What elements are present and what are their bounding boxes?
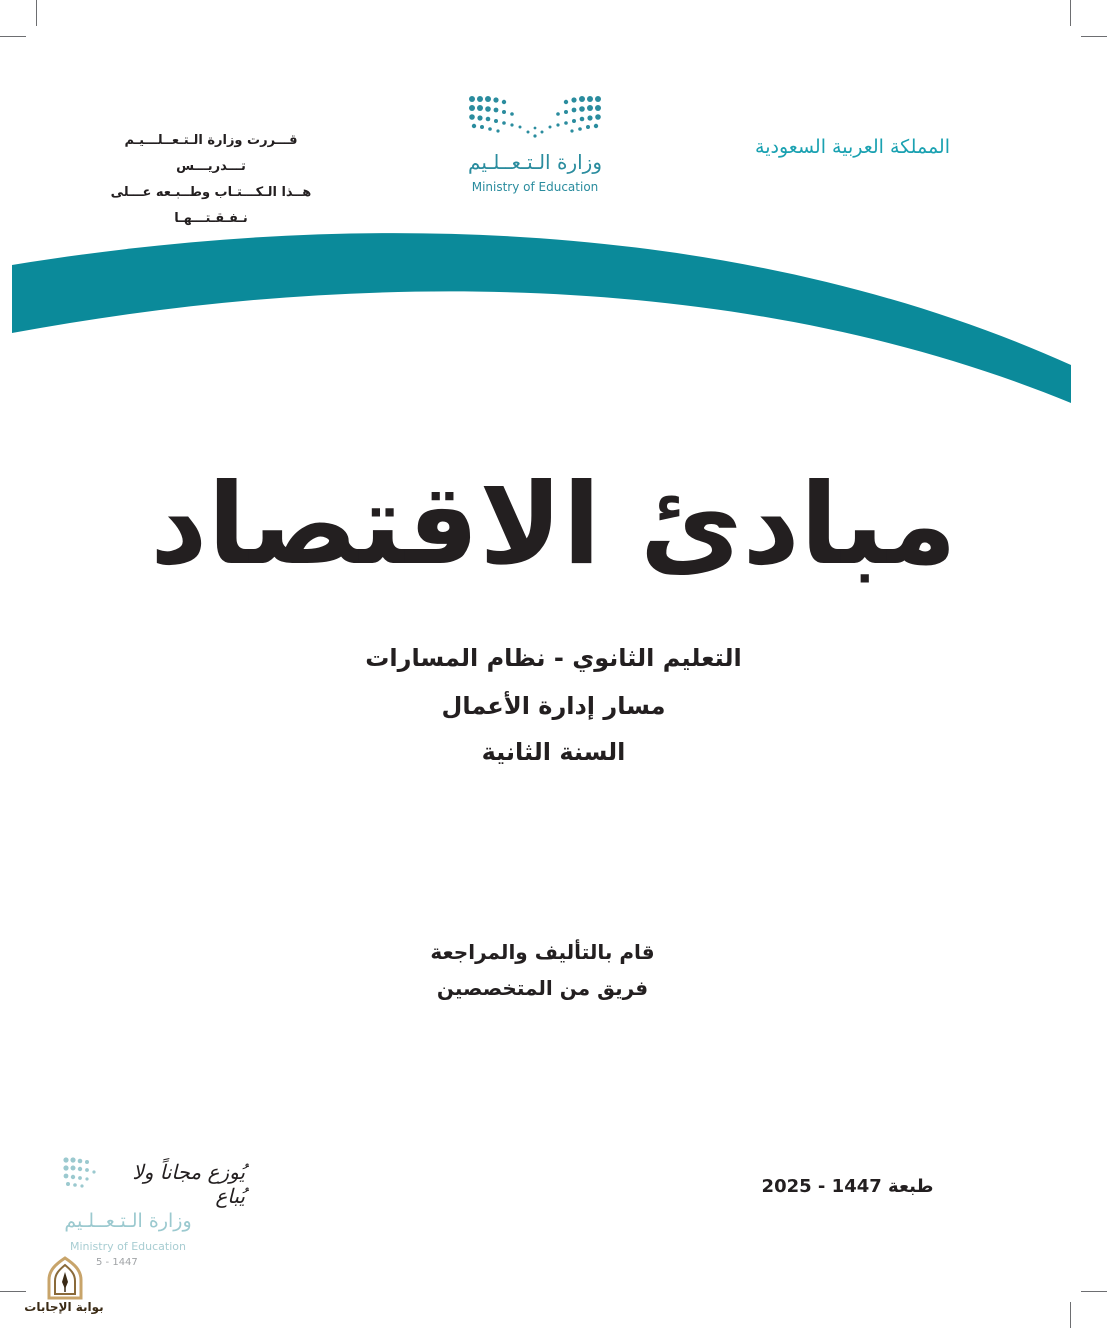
subtitle-education-level: التعليم الثانوي - نظام المسارات <box>365 644 742 672</box>
crop-mark-bottom-left-h <box>0 1291 26 1292</box>
portal-name: بوابة الإجابات <box>24 1300 104 1314</box>
subtitle-year: السنة الثانية <box>481 738 626 766</box>
footer-ministry-name-arabic: وزارة الـتـعــلـيم <box>64 1210 192 1232</box>
footer-ministry-name-english: Ministry of Education <box>69 1240 186 1253</box>
free-distribution-note: يُوزع مجاناً ولا يُباع <box>132 1160 245 1208</box>
ministry-dots-icon <box>440 92 630 148</box>
authors-team: فريق من المتخصصين <box>436 976 649 1000</box>
teal-swoosh-band <box>0 215 1107 415</box>
ministry-logo <box>440 92 630 202</box>
portal-logo-icon <box>44 1256 86 1300</box>
decree-line-2: هــذا الـكـــتـاب وطــبـعه عـــلى نـفـقـتـــهـا <box>110 185 312 226</box>
crop-mark-top-left-v <box>36 0 37 26</box>
ministry-name-english: Ministry of Education <box>471 180 599 194</box>
footer-year-fragment: 5 - 1447 <box>96 1257 138 1268</box>
crop-mark-bottom-right-v <box>1070 1302 1071 1328</box>
crop-mark-top-right-v <box>1070 0 1071 26</box>
crop-mark-top-right-h <box>1081 36 1107 37</box>
edition-text: طبعة 1447 - 2025 <box>761 1176 934 1197</box>
crop-mark-bottom-right-h <box>1081 1291 1107 1292</box>
subtitle-track: مسار إدارة الأعمال <box>441 692 666 720</box>
crop-mark-top-left-h <box>0 36 26 37</box>
decree-line-1: قـــررت وزارة الـتـعــلـــيـم تـــدريـــس <box>124 133 298 174</box>
kingdom-name: المملكة العربية السعودية <box>755 136 950 158</box>
authors-label: قام بالتأليف والمراجعة <box>430 940 655 964</box>
book-title: مبادئ الاقتصاد <box>150 460 957 590</box>
ministry-name-arabic: وزارة الـتـعــلـيم <box>468 150 602 174</box>
